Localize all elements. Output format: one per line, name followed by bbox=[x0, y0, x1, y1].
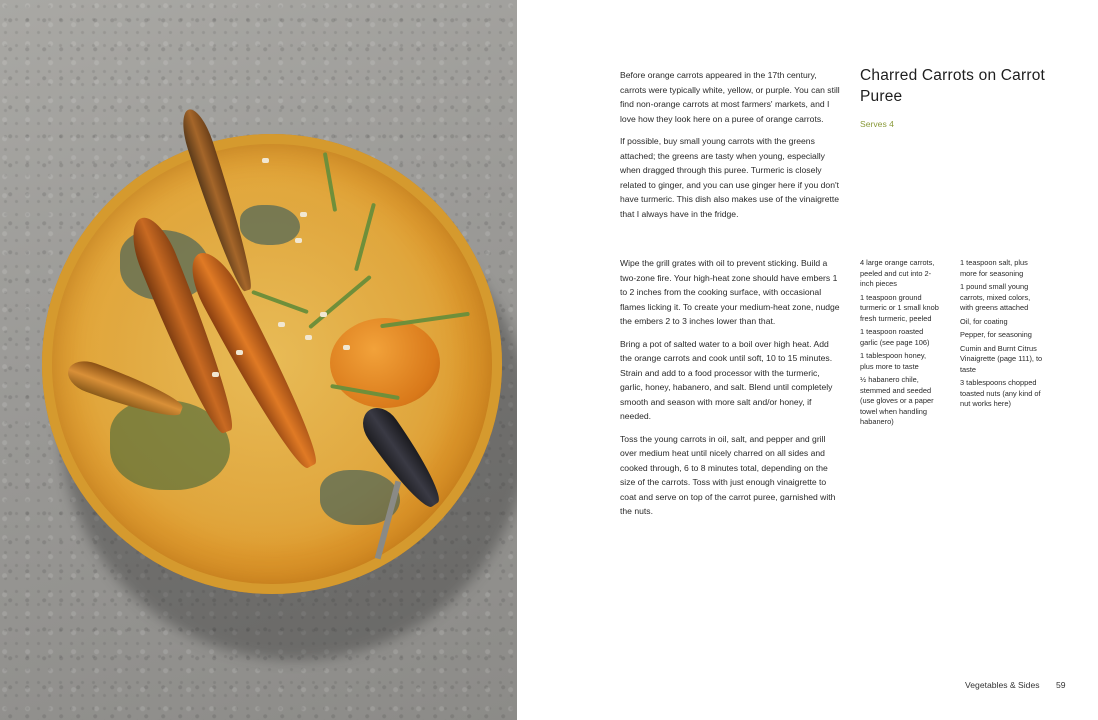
chopped-nut bbox=[320, 312, 327, 317]
recipe-page bbox=[517, 0, 1098, 720]
chopped-nut bbox=[305, 335, 312, 340]
blue-glaze-top bbox=[240, 205, 300, 245]
chopped-nut bbox=[300, 212, 307, 217]
ingredient-item: 1 tablespoon honey, plus more to taste bbox=[860, 351, 927, 371]
ingredient-item: Oil, for coating bbox=[960, 316, 1008, 326]
chopped-nut bbox=[343, 345, 350, 350]
recipe-intro bbox=[620, 68, 842, 229]
intro-paragraph: Before orange carrots appeared in the 17th century, carrots were typically white, yellow, or purple. You can still find non-orange carrots at most farmers' markets, and I love how they look here on a puree of orange carrots. bbox=[620, 70, 840, 124]
method-step: Wipe the grill grates with oil to prevent sticking. Build a two-zone fire. Your high-heat zone should have embers 1 to 2 inches from the cooking surface, with occasional flames licking it. To create your medium-heat zone, nudge the embers 2 to 3 inches lower than that. bbox=[620, 258, 840, 326]
ingredients-column-2 bbox=[960, 258, 1045, 413]
recipe-photo bbox=[0, 0, 517, 720]
footer-section-name: Vegetables & Sides bbox=[965, 680, 1040, 690]
page-number: 59 bbox=[1056, 680, 1066, 690]
chopped-nut bbox=[236, 350, 243, 355]
ingredients-column-1 bbox=[860, 258, 940, 431]
intro-paragraph: If possible, buy small young carrots with the greens attached; the greens are tasty when young, especially when dragged through this puree. Turmeric is closely related to ginger, and you can use ginger here if you don't have turmeric. This dish also makes use of the vinaigrette that I always have in the fridge. bbox=[620, 136, 840, 219]
method-step: Toss the young carrots in oil, salt, and pepper and grill over medium heat until nicely charred on all sides and cooked through, 6 to 8 minutes total, depending on the size of the carrots. Toss with just enough vinaigrette to coat and serve on top of the carrot puree, garnished with the nuts. bbox=[620, 433, 836, 516]
method-step: Bring a pot of salted water to a boil over high heat. Add the orange carrots and cook until soft, 10 to 15 minutes. Strain and add to a food processor with the turmeric, garlic, honey, habanero, and salt. Blend until completely smooth and season with more salt and/or honey, if needed. bbox=[620, 338, 833, 421]
chopped-nut bbox=[212, 372, 219, 377]
chopped-nut bbox=[262, 158, 269, 163]
recipe-title: Charred Carrots on Carrot Puree bbox=[860, 67, 1046, 105]
ingredient-item: Pepper, for seasoning bbox=[960, 330, 1032, 339]
ingredient-item: 1 teaspoon roasted garlic (see page 106) bbox=[860, 327, 930, 347]
chopped-nut bbox=[278, 322, 285, 327]
serves-count: Serves 4 bbox=[860, 119, 894, 129]
ingredient-item: 3 tablespoons chopped toasted nuts (any kind of nut works here) bbox=[960, 378, 1041, 408]
ingredient-item: 4 large orange carrots, peeled and cut into 2-inch pieces bbox=[860, 258, 935, 288]
ingredient-item: ½ habanero chile, stemmed and seeded (use gloves or a paper towel when handling habanero) bbox=[860, 375, 934, 426]
ingredient-item: 1 teaspoon salt, plus more for seasoning bbox=[960, 258, 1028, 278]
ingredient-item: Cumin and Burnt Citrus Vinaigrette (page 111), to taste bbox=[960, 343, 1043, 374]
ingredient-item: 1 teaspoon ground turmeric or 1 small knob fresh turmeric, peeled bbox=[860, 292, 939, 323]
ingredient-item: 1 pound small young carrots, mixed colors, with greens attached bbox=[960, 282, 1031, 312]
chopped-nut bbox=[295, 238, 302, 243]
recipe-method bbox=[620, 256, 842, 527]
